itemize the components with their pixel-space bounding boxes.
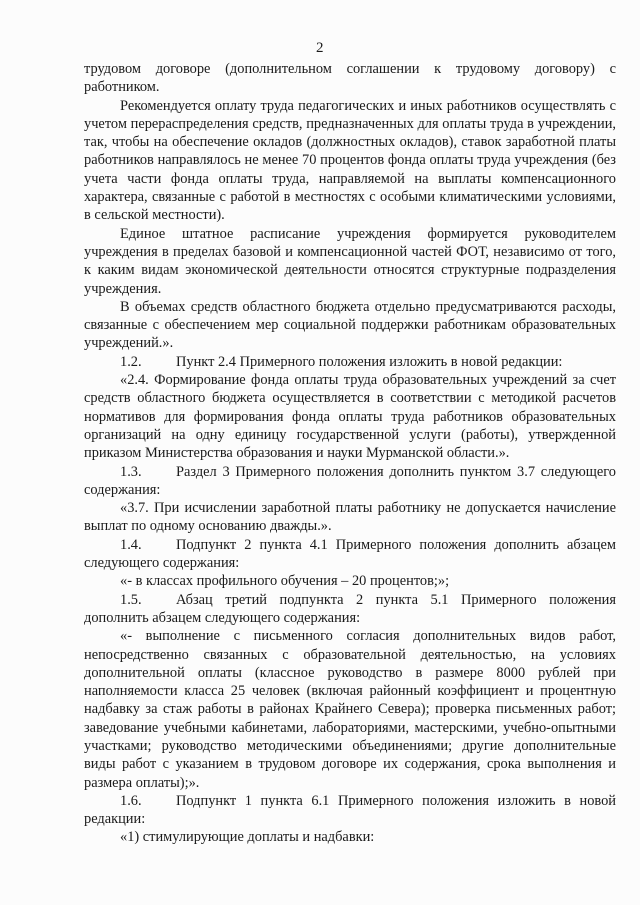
item-number: 1.5. [120,591,142,608]
paragraph-budget-expenses: В объемах средств областного бюджета отдельно предусматриваются расходы, связанные с обеспечением мер социальной поддержки работникам образовательных учреждений.». [84,298,616,352]
paragraph-staff-schedule: Единое штатное расписание учреждения формируется руководителем учреждения в пределах базовой и компенсационной частей ФОТ, независимо от того, к каким видам экономической деятельности относятся структурные подразделения учреждения. [84,225,616,297]
page-number: 2 [316,40,324,56]
paragraph-quote-incentives: «1) стимулирующие доплаты и надбавки: [120,829,375,846]
paragraph-quote-profile-classes: «- в классах профильного обучения – 20 процентов;»; [120,573,450,590]
item-number: 1.2. [120,353,142,370]
paragraph-continuation: трудовом договоре (дополнительном соглашении к трудовому договору) с работником. [84,61,616,96]
paragraph-quote-2-4: «2.4. Формирование фонда оплаты труда образовательных учреждений за счет средств областного бюджета осуществляется в соответствии с методикой расчетов нормативов для формирования фонда оплаты труда работников образовательных организаций на одну единицу государственной услуги (работы), утвержденной приказом Министерства образования и науки Мурманской области.». [84,372,616,462]
item-number: 1.3. [120,463,142,480]
paragraph-item-1-5 [84,591,616,628]
item-number: 1.6. [120,792,142,809]
item-text: Пункт 2.4 Примерного положения изложить в новой редакции: [176,353,563,370]
paragraph-salary-recommendation: Рекомендуется оплату труда педагогических и иных работников осуществлять с учетом перераспределения средств, предназначенных для оплаты труда в учреждении, так, чтобы на обеспечение окладов (должностных окладов), ставок заработной платы работников направлялось не менее 70 процентов фонда оплаты труда учреждения (без учета части фонда оплаты труда, направляемой на выплаты компенсационного характера, связанные с работой в местностях с особыми климатическими условиями, в сельской местности). [84,97,616,224]
item-number: 1.4. [120,536,142,553]
paragraph-item-1-3 [84,463,616,500]
item-text: Подпункт 2 пункта 4.1 Примерного положения дополнить абзацем следующего содержания: [84,536,616,572]
item-text: Абзац третий подпункта 2 пункта 5.1 Примерного положения дополнить абзацем следующего содержания: [84,591,616,626]
paragraph-quote-3-7: «3.7. При исчислении заработной платы работнику не допускается начисление выплат по одному основанию дважды.». [84,500,616,535]
item-text: Раздел 3 Примерного положения дополнить пунктом 3.7 следующего содержания: [84,463,616,498]
paragraph-item-1-2 [84,353,616,371]
item-text: Подпункт 1 пункта 6.1 Примерного положения изложить в новой редакции: [84,792,616,828]
paragraph-item-1-6 [84,792,616,829]
paragraph-item-1-4 [84,536,616,573]
paragraph-quote-additional-works: «- выполнение с письменного согласия дополнительных видов работ, непосредственно связанных с образовательной деятельностью, на условиях дополнительной оплаты (классное руководство в размере 8000 рублей при наполняемости класса 25 человек (включая районный коэффициент и процентную надбавку за стаж работы в районах Крайнего Севера); проверка письменных работ; заведование учебными кабинетами, лабораториями, мастерскими, учебно-опытными участками; руководство методическими объединениями; другие дополнительные виды работ с указанием в трудовом договоре их содержания, срока выполнения и размера оплаты);». [84,628,616,791]
document-body [84,60,616,847]
